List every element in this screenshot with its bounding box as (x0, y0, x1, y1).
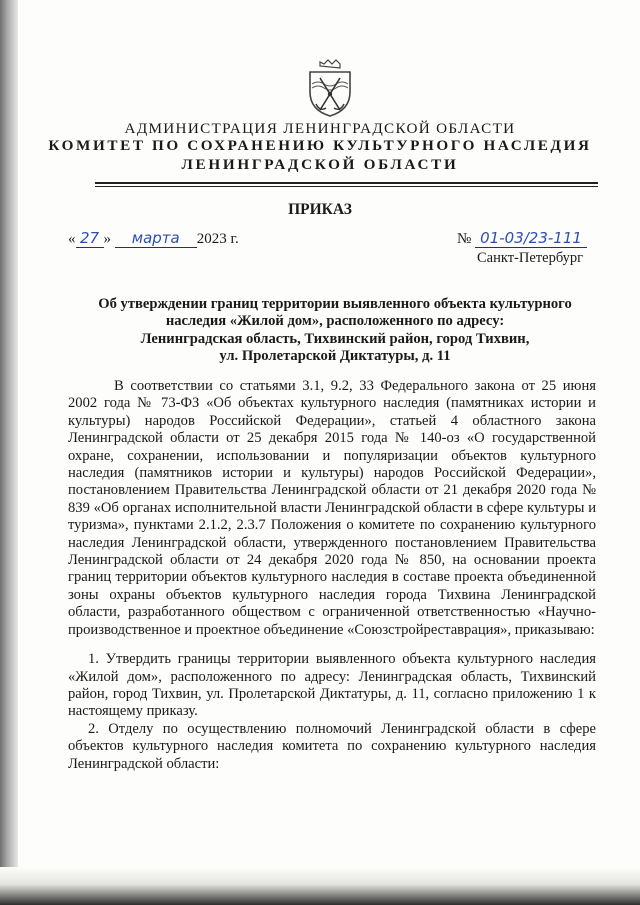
document-city: Санкт-Петербург (477, 250, 584, 266)
header-divider-thin (95, 186, 598, 187)
header-region: ЛЕНИНГРАДСКОЙ ОБЛАСТИ (181, 156, 459, 173)
coat-of-arms-icon (306, 58, 354, 118)
number-prefix: № (457, 231, 472, 247)
document-date (68, 230, 239, 248)
document-title (90, 296, 580, 365)
order-item-1: 1. Утвердить границы территории выявленного объекта культурного наследия «Жилой дом», расположенного по адресу: Ленинградская область, Тихвинский район, город Тихвин, ул. Пролетарской Диктатуры, д. 11, согласно приложению 1 к настоящему приказу. (68, 651, 596, 720)
scan-shadow-bottom (0, 867, 640, 905)
date-open-quote: « (68, 231, 76, 247)
header-administration: АДМИНИСТРАЦИЯ ЛЕНИНГРАДСКОЙ ОБЛАСТИ (124, 120, 516, 137)
preamble-paragraph: В соответствии со статьями 3.1, 9.2, 33 Федерального закона от 25 июня 2002 года № 73-ФЗ «Об объектах культурного наследия (памятниках истории и культуры) народов Российской Федерации», статьей 4 областного закона Ленинградской области от 25 декабря 2015 года № 140-оз «О государственной охране, сохранении, использовании и популяризации объектов культурного наследия (памятников истории и культуры) народов Российской Федерации», постановлением Правительства Ленинградской области от 21 декабря 2020 года № 839 «Об органах исполнительной власти Ленинградской области в сфере культуры и туризма», пунктами 2.1.2, 2.3.7 Положения о комитете по сохранению культурного наследия Ленинградской области, утвержденного постановлением Правительства Ленинградской области от 24 декабря 2020 года № 850, на основании проекта границ территории объектов культурного наследия в составе проекта объединенной зоны охраны объектов культурного наследия города Тихвина Ленинградской области, разработанного обществом с ограниченной ответственностью «Научно-производственное и проектное объединение «Союзстройреставрация», приказываю: (68, 378, 596, 638)
title-line-3: Ленинградская область, Тихвинский район, город Тихвин, (140, 330, 530, 347)
date-year: 2023 г. (196, 231, 239, 247)
number-value: 01-03/23-111 (475, 230, 587, 248)
header-committee: КОМИТЕТ ПО СОХРАНЕНИЮ КУЛЬТУРНОГО НАСЛЕДИЯ (48, 137, 592, 154)
header-divider-thick (95, 182, 598, 184)
date-day: 27 (76, 230, 104, 248)
title-line-2: наследия «Жилой дом», расположенного по адресу: (165, 313, 505, 330)
order-item-2: 2. Отделу по осуществлению полномочий Ленинградской области в сфере объектов культурного наследия комитета по сохранению культурного наследия Ленинградской области: (68, 720, 596, 772)
title-line-1: Об утверждении границ территории выявленного объекта культурного (98, 296, 572, 312)
document-type: ПРИКАЗ (288, 201, 352, 218)
title-line-4: ул. Пролетарской Диктатуры, д. 11 (219, 347, 451, 364)
date-close-quote: » (103, 231, 111, 247)
date-month: марта (115, 230, 197, 248)
document-body (68, 378, 596, 773)
document-number (457, 230, 587, 248)
